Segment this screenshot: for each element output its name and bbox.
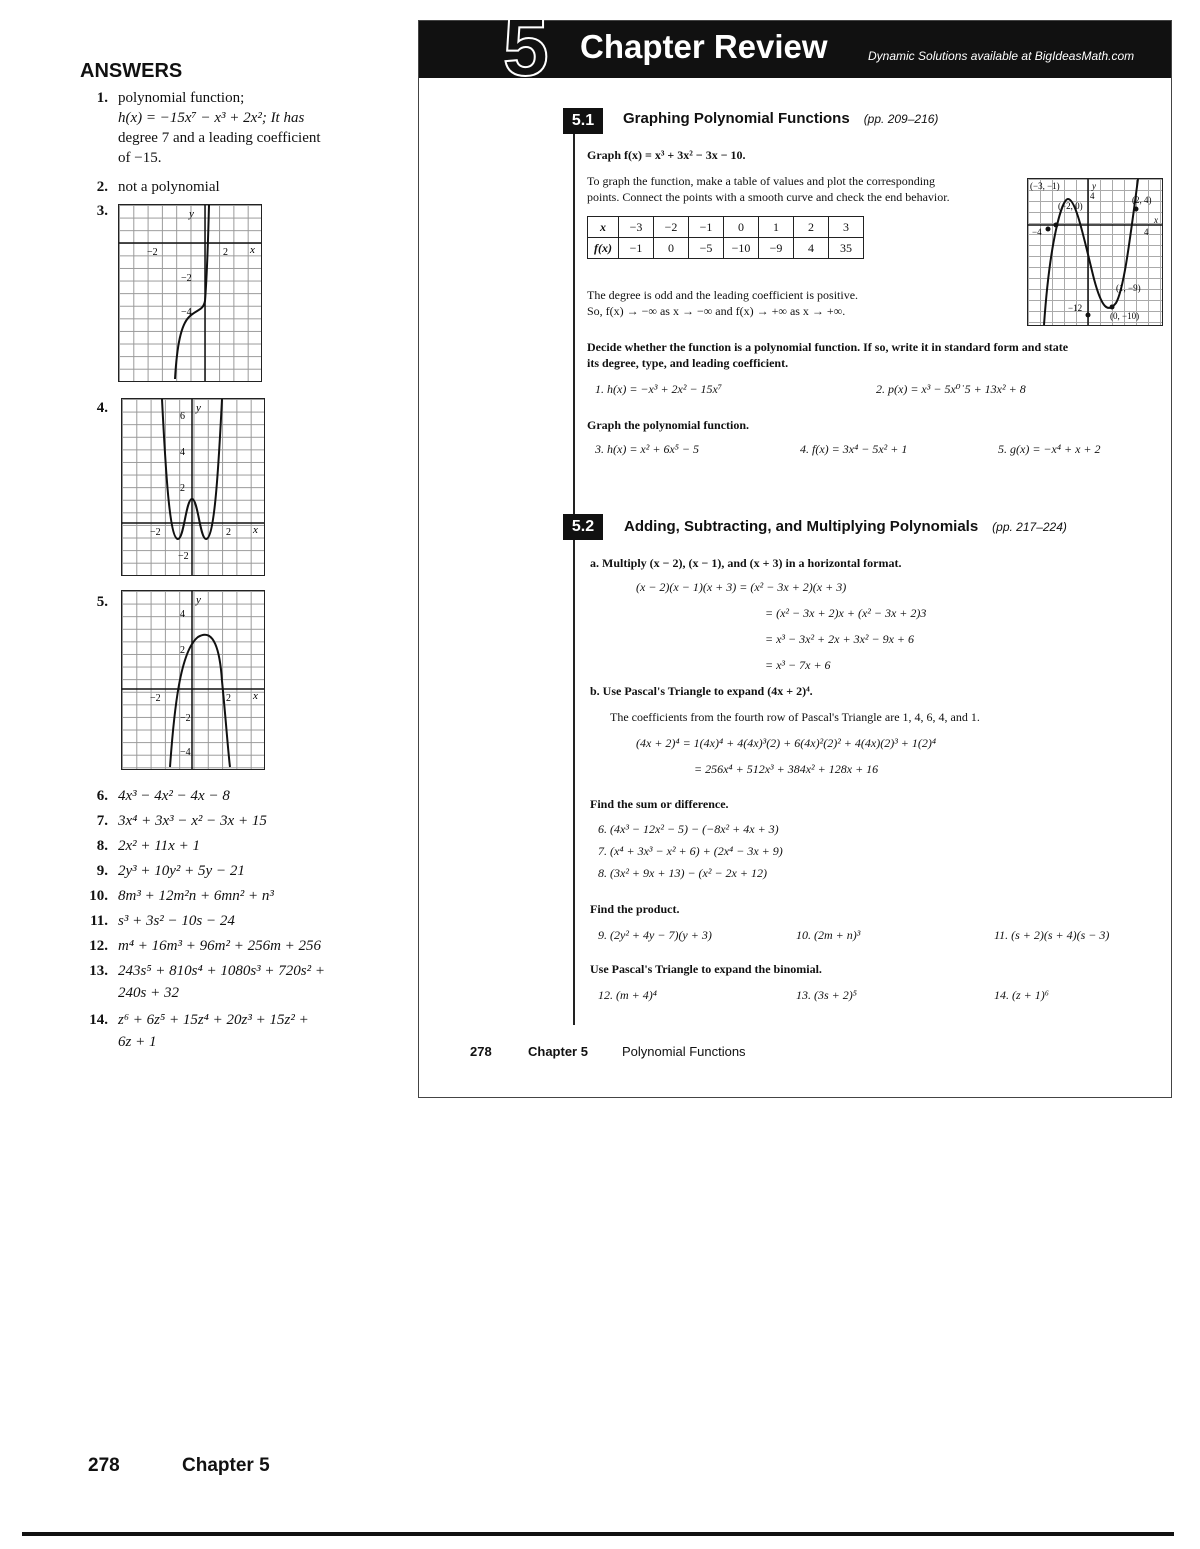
graph-tick: −2 bbox=[150, 693, 161, 704]
explanation-text: The coefficients from the fourth row of Pascal's Triangle are 1, 4, 6, 4, and 1. bbox=[610, 710, 980, 724]
answer-text: degree 7 and a leading coefficient bbox=[118, 130, 321, 146]
answer-number: 7. bbox=[96, 813, 108, 829]
answer-text: 4x³ − 4x² − 4x − 8 bbox=[118, 788, 230, 804]
section-title-5-2 bbox=[624, 518, 1067, 535]
answer-text: z⁶ + 6z⁵ + 15z⁴ + 20z³ + 15z² + bbox=[118, 1012, 309, 1028]
answer-text: m⁴ + 16m³ + 96m² + 256m + 256 bbox=[118, 938, 322, 954]
answer-text: 8m³ + 12m²n + 6mn² + n³ bbox=[118, 888, 274, 904]
answer-number: 10. bbox=[89, 888, 108, 904]
answer-5-graph bbox=[121, 590, 265, 770]
answer-number: 9. bbox=[96, 863, 108, 879]
graph-tick: −2 bbox=[181, 273, 192, 284]
graph-tick: −4 bbox=[181, 307, 192, 318]
dynamic-solutions-link[interactable]: Dynamic Solutions available at BigIdeasMath.com bbox=[868, 49, 1135, 63]
table-cell: −3 bbox=[619, 217, 654, 238]
work-line: = x³ − 7x + 6 bbox=[765, 658, 831, 672]
graph-tick: 6 bbox=[180, 411, 185, 422]
exercise-13: 13. (3s + 2)⁵ bbox=[796, 988, 857, 1002]
answer-number: 2. bbox=[96, 179, 108, 195]
answer-text: s³ + 3s² − 10s − 24 bbox=[118, 913, 235, 929]
section-pages: (pp. 217–224) bbox=[992, 520, 1067, 534]
example-a-prompt: a. Multiply (x − 2), (x − 1), and (x + 3) in a horizontal format. bbox=[590, 556, 902, 570]
graph-tick: −2 bbox=[178, 551, 189, 562]
chapter-label: Chapter 5 bbox=[182, 1455, 270, 1476]
point-label: (−2, 0) bbox=[1058, 201, 1083, 211]
instruction-text: Find the product. bbox=[590, 902, 680, 916]
example-graph bbox=[1027, 178, 1163, 326]
table-row bbox=[588, 238, 864, 259]
page-bottom-rule bbox=[22, 1532, 1174, 1536]
answer-3-graph bbox=[118, 204, 262, 382]
answer-number: 3. bbox=[96, 203, 108, 219]
graph-y-label: y bbox=[1092, 181, 1096, 191]
graph-tick: 4 bbox=[180, 447, 185, 458]
table-cell: 1 bbox=[759, 217, 794, 238]
graph-x-label: x bbox=[1154, 215, 1158, 225]
answer-text: not a polynomial bbox=[118, 179, 220, 195]
section-badge-5-1: 5.1 bbox=[563, 108, 603, 134]
table-cell: −1 bbox=[619, 238, 654, 259]
exercise-10: 10. (2m + n)³ bbox=[796, 928, 861, 942]
page-number: 278 bbox=[470, 1044, 492, 1059]
graph-tick: −4 bbox=[180, 747, 191, 758]
graph-tick: −2 bbox=[180, 713, 191, 724]
table-cell: −1 bbox=[689, 217, 724, 238]
answer-number: 4. bbox=[96, 400, 108, 416]
table-cell: −9 bbox=[759, 238, 794, 259]
exercise-14: 14. (z + 1)⁶ bbox=[994, 988, 1049, 1002]
work-line: (x − 2)(x − 1)(x + 3) = (x² − 3x + 2)(x + 3) bbox=[636, 580, 847, 594]
example-prompt: Graph f(x) = x³ + 3x² − 3x − 10. bbox=[587, 148, 746, 162]
table-cell: −5 bbox=[689, 238, 724, 259]
page-number: 278 bbox=[88, 1455, 120, 1476]
example-b-prompt: b. Use Pascal's Triangle to expand (4x + 2)⁴. bbox=[590, 684, 813, 698]
table-cell: −10 bbox=[724, 238, 759, 259]
exercise-3: 3. h(x) = x² + 6x⁵ − 5 bbox=[595, 442, 700, 456]
point-label: (2, 4) bbox=[1132, 195, 1152, 205]
section-title-text: Graphing Polynomial Functions bbox=[623, 110, 850, 127]
graph-tick: −12 bbox=[1068, 303, 1083, 313]
answer-text: 6z + 1 bbox=[118, 1034, 157, 1050]
graph-y-label: y bbox=[196, 594, 201, 606]
graph-tick: 2 bbox=[180, 645, 185, 656]
answer-text: h(x) = −15x⁷ − x³ + 2x²; It has bbox=[118, 110, 305, 126]
graph-tick: 2 bbox=[223, 247, 228, 258]
graph-tick: 2 bbox=[226, 527, 231, 538]
answer-text: polynomial function; bbox=[118, 90, 245, 106]
explanation-text: To graph the function, make a table of values and plot the corresponding bbox=[587, 174, 936, 188]
graph-x-label: x bbox=[253, 690, 258, 702]
section-pages: (pp. 209–216) bbox=[863, 112, 939, 126]
table-header: x bbox=[588, 217, 619, 238]
instruction-text: Find the sum or difference. bbox=[590, 797, 729, 811]
table-cell: 35 bbox=[829, 238, 864, 259]
graph-tick: −4 bbox=[1032, 227, 1042, 237]
answer-text: of −15. bbox=[118, 150, 162, 166]
instruction-text: its degree, type, and leading coefficient. bbox=[587, 356, 789, 370]
table-cell: −2 bbox=[654, 217, 689, 238]
graph-x-label: x bbox=[253, 524, 258, 536]
instruction-text: Decide whether the function is a polynomial function. If so, write it in standard form and state bbox=[587, 340, 1069, 354]
table-cell: 0 bbox=[724, 217, 759, 238]
section-badge-5-2: 5.2 bbox=[563, 514, 603, 540]
exercise-11: 11. (s + 2)(s + 4)(s − 3) bbox=[994, 928, 1110, 942]
graph-x-label: x bbox=[250, 244, 255, 256]
point-label: (1, −9) bbox=[1116, 283, 1141, 293]
work-line: = x³ − 3x² + 2x + 3x² − 9x + 6 bbox=[765, 632, 915, 646]
answer-number: 13. bbox=[89, 963, 108, 979]
graph-tick: 4 bbox=[180, 609, 185, 620]
answer-text: 3x⁴ + 3x³ − x² − 3x + 15 bbox=[118, 813, 267, 829]
graph-tick: 4 bbox=[1090, 191, 1095, 201]
chapter-number: 5 bbox=[503, 2, 549, 93]
section-rule bbox=[573, 110, 575, 1025]
table-cell: 0 bbox=[654, 238, 689, 259]
chapter-review-title: Chapter Review bbox=[580, 28, 828, 65]
answer-text: 240s + 32 bbox=[118, 985, 179, 1001]
graph-tick: 2 bbox=[180, 483, 185, 494]
answer-number: 5. bbox=[96, 594, 108, 610]
work-line: = (x² − 3x + 2)x + (x² − 3x + 2)3 bbox=[765, 606, 927, 620]
answer-text: 2y³ + 10y² + 5y − 21 bbox=[118, 863, 245, 879]
instruction-text: Use Pascal's Triangle to expand the binomial. bbox=[590, 962, 822, 976]
answer-number: 6. bbox=[96, 788, 108, 804]
answer-text: 2x² + 11x + 1 bbox=[118, 838, 200, 854]
graph-tick: 4 bbox=[1144, 227, 1149, 237]
table-cell: 2 bbox=[794, 217, 829, 238]
answer-number: 11. bbox=[90, 913, 108, 929]
answer-number: 8. bbox=[96, 838, 108, 854]
point-label: (−3, −1) bbox=[1030, 181, 1060, 191]
answer-number: 12. bbox=[89, 938, 108, 954]
graph-tick: −2 bbox=[147, 247, 158, 258]
graph-tick: −2 bbox=[150, 527, 161, 538]
work-line: = 256x⁴ + 512x³ + 384x² + 128x + 16 bbox=[694, 762, 879, 776]
answer-number: 14. bbox=[89, 1012, 108, 1028]
end-behavior-text: So, f(x) → −∞ as x → −∞ and f(x) → +∞ as x → +∞. bbox=[587, 304, 846, 318]
answer-4-graph bbox=[121, 398, 265, 576]
exercise-1: 1. h(x) = −x³ + 2x² − 15x⁷ bbox=[595, 382, 723, 396]
answer-text: 243s⁵ + 810s⁴ + 1080s³ + 720s² + bbox=[118, 963, 326, 979]
table-header: f(x) bbox=[588, 238, 619, 259]
values-table bbox=[587, 216, 864, 259]
exercise-5: 5. g(x) = −x⁴ + x + 2 bbox=[998, 442, 1101, 456]
exercise-12: 12. (m + 4)⁴ bbox=[598, 988, 657, 1002]
table-cell: 3 bbox=[829, 217, 864, 238]
section-title-text: Adding, Subtracting, and Multiplying Polynomials bbox=[624, 518, 979, 535]
section-title-5-1 bbox=[623, 110, 938, 127]
exercise-4: 4. f(x) = 3x⁴ − 5x² + 1 bbox=[800, 442, 908, 456]
table-cell: 4 bbox=[794, 238, 829, 259]
answer-number: 1. bbox=[96, 90, 108, 106]
graph-tick: 2 bbox=[226, 693, 231, 704]
exercise-2: 2. p(x) = x³ − 5x⁰˙5 + 13x² + 8 bbox=[876, 382, 1026, 396]
chapter-title: Polynomial Functions bbox=[622, 1044, 746, 1059]
explanation-text: points. Connect the points with a smooth curve and check the end behavior. bbox=[587, 190, 950, 204]
instruction-text: Graph the polynomial function. bbox=[587, 418, 750, 432]
work-line: (4x + 2)⁴ = 1(4x)⁴ + 4(4x)³(2) + 6(4x)²(2)² + 4(4x)(2)³ + 1(2)⁴ bbox=[636, 736, 937, 750]
chapter-label: Chapter 5 bbox=[528, 1044, 588, 1059]
answers-heading: ANSWERS bbox=[80, 60, 183, 82]
exercise-7: 7. (x⁴ + 3x³ − x² + 6) + (2x⁴ − 3x + 9) bbox=[598, 844, 783, 858]
point-label: (0, −10) bbox=[1110, 311, 1140, 321]
exercise-6: 6. (4x³ − 12x² − 5) − (−8x² + 4x + 3) bbox=[598, 822, 779, 836]
end-behavior-text: The degree is odd and the leading coefficient is positive. bbox=[587, 288, 859, 302]
exercise-9: 9. (2y² + 4y − 7)(y + 3) bbox=[598, 928, 712, 942]
table-row bbox=[588, 217, 864, 238]
graph-y-label: y bbox=[189, 208, 194, 220]
exercise-8: 8. (3x² + 9x + 13) − (x² − 2x + 12) bbox=[598, 866, 767, 880]
graph-y-label: y bbox=[196, 402, 201, 414]
